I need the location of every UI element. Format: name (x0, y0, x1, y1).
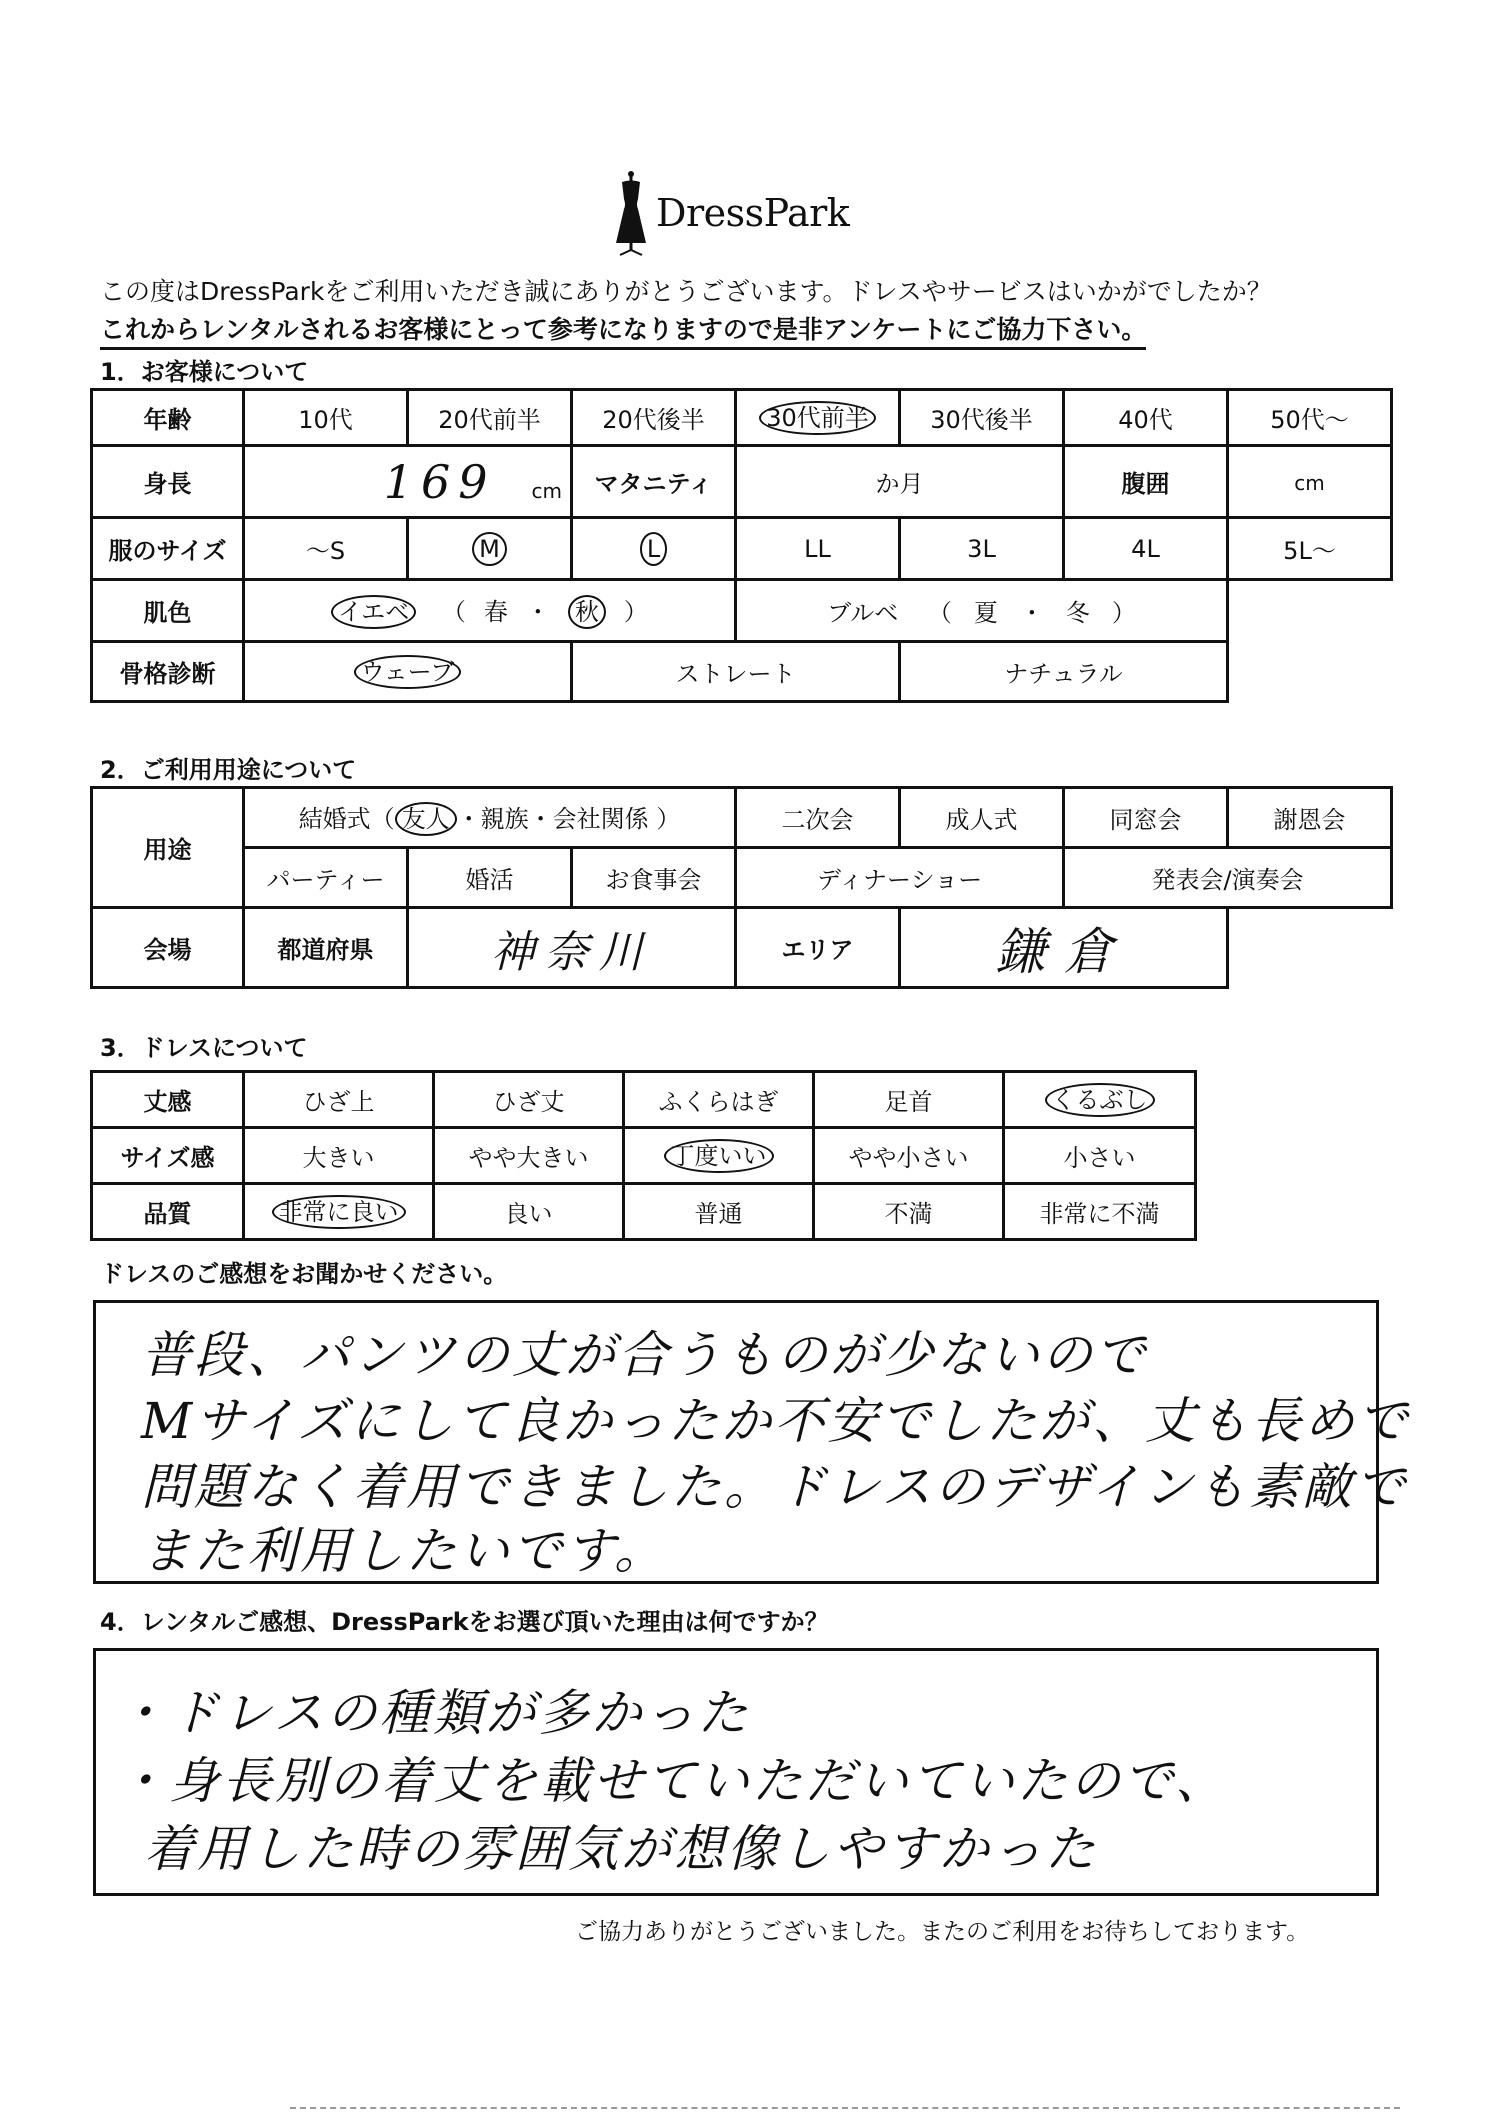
yellow-base-option[interactable]: イエベ （ 春 ・ 秋 ） (244, 580, 736, 642)
fit-option[interactable]: 小さい (1004, 1128, 1196, 1184)
brand-logo (612, 168, 849, 258)
prefecture-value: 神奈川 (490, 926, 653, 978)
winter-option[interactable]: 冬 (1065, 599, 1090, 627)
impressions-prompt: ドレスのご感想をお聞かせください。 (100, 1260, 508, 1288)
prefecture-label: 都道府県 (244, 908, 408, 988)
intro-line-1: この度はDressParkをご利用いただき誠にありがとうございます。ドレスやサービスはいかがでしたか？ (100, 277, 1272, 306)
height-field[interactable] (244, 446, 572, 518)
waist-field[interactable] (1228, 446, 1392, 518)
age-option-selected[interactable] (736, 390, 900, 446)
size-label: 服のサイズ (92, 518, 244, 580)
length-option[interactable]: 足首 (814, 1072, 1004, 1128)
size-option-selected[interactable] (408, 518, 572, 580)
purpose-row-1 (92, 788, 1392, 848)
height-value: 169 (383, 454, 496, 509)
selection-circle: 丁度いい (664, 1139, 774, 1173)
dress-form-icon (612, 169, 650, 257)
age-row (92, 390, 1392, 446)
fit-option[interactable]: 大きい (244, 1128, 434, 1184)
impressions-box[interactable] (93, 1300, 1411, 1584)
divider (290, 2107, 1400, 2109)
selection-circle: くるぶし (1045, 1083, 1155, 1117)
area-value: 鎌倉 (995, 922, 1132, 981)
fit-option[interactable]: やや小さい (814, 1128, 1004, 1184)
selection-circle: 秋 (568, 595, 606, 629)
handwritten-line: 問題なく着用できました。ドレスのデザインも素敵で (141, 1458, 1408, 1516)
venue-row (92, 908, 1392, 988)
purpose-option[interactable]: 婚活 (408, 848, 572, 908)
maternity-unit: か月 (875, 470, 924, 498)
intro-line-2: これからレンタルされるお客様にとって参考になりますので是非アンケートにご協力下さい。 (100, 310, 1146, 350)
quality-label: 品質 (92, 1184, 244, 1240)
fit-option[interactable]: やや大きい (434, 1128, 624, 1184)
age-option[interactable]: 30代後半 (900, 390, 1064, 446)
quality-option[interactable]: 不満 (814, 1184, 1004, 1240)
quality-option[interactable]: 良い (434, 1184, 624, 1240)
blue-base-option[interactable]: ブルベ （ 夏 ・ 冬 ） (736, 580, 1228, 642)
waist-label: 腹囲 (1064, 446, 1228, 518)
prefecture-field[interactable] (408, 908, 736, 988)
maternity-field[interactable] (736, 446, 1064, 518)
handwritten-line: 普段、パンツの丈が合うものが少ないので (141, 1326, 1148, 1384)
summer-option[interactable]: 夏 (973, 599, 998, 627)
section2-title: 2．ご利用用途について (100, 756, 357, 784)
handwritten-line: Mサイズにして良かったか不安でしたが、丈も長めで (141, 1392, 1411, 1450)
purpose-option[interactable]: ディナーショー (736, 848, 1064, 908)
age-option[interactable]: 20代前半 (408, 390, 572, 446)
height-label: 身長 (92, 446, 244, 518)
section1-title: 1．お客様について (100, 358, 309, 386)
purpose-label: 用途 (92, 788, 244, 908)
brand-name: DressPark (656, 191, 850, 235)
venue-label: 会場 (92, 908, 244, 988)
closing-message: ご協力ありがとうございました。またのご利用をお待ちしております。 (575, 1919, 1310, 1945)
size-option[interactable]: 5L～ (1228, 518, 1392, 580)
waist-unit: cm (1294, 470, 1325, 495)
section4-title: 4．レンタルご感想、DressParkをお選び頂いた理由は何ですか？ (100, 1608, 829, 1636)
frame-row (92, 642, 1392, 702)
age-option[interactable]: 40代 (1064, 390, 1228, 446)
section3-title: 3．ドレスについて (100, 1034, 308, 1062)
selection-circle: 非常に良い (272, 1195, 406, 1229)
purpose-option[interactable]: 二次会 (736, 788, 900, 848)
selection-circle: 30代前半 (759, 401, 876, 435)
purpose-table (90, 786, 1393, 989)
reasons-box[interactable] (93, 1648, 1379, 1896)
frame-option[interactable]: ストレート (572, 642, 900, 702)
age-option[interactable]: 20代後半 (572, 390, 736, 446)
quality-row (92, 1184, 1196, 1240)
purpose-option[interactable]: 同窓会 (1064, 788, 1228, 848)
fit-option-selected[interactable] (624, 1128, 814, 1184)
height-row (92, 446, 1392, 518)
selection-circle: イエベ (331, 595, 416, 629)
empty-cell (1228, 580, 1392, 642)
skin-label: 肌色 (92, 580, 244, 642)
size-row (92, 518, 1392, 580)
selection-circle: ウェーブ (354, 655, 462, 689)
purpose-row-2 (92, 848, 1392, 908)
handwritten-line: ・ドレスの種類が多かった (116, 1684, 751, 1742)
purpose-option[interactable]: お食事会 (572, 848, 736, 908)
size-option[interactable]: ～S (244, 518, 408, 580)
purpose-option[interactable]: 成人式 (900, 788, 1064, 848)
handwritten-line: また利用したいです。 (141, 1522, 667, 1580)
size-option-selected[interactable] (572, 518, 736, 580)
length-label: 丈感 (92, 1072, 244, 1128)
purpose-option[interactable]: 発表会/演奏会 (1064, 848, 1392, 908)
empty-cell (1228, 908, 1392, 988)
length-option[interactable]: ひざ上 (244, 1072, 434, 1128)
age-option[interactable]: 10代 (244, 390, 408, 446)
frame-option[interactable]: ナチュラル (900, 642, 1228, 702)
fit-row (92, 1128, 1196, 1184)
handwritten-line: 着用した時の雰囲気が想像しやすかった (144, 1820, 1098, 1878)
length-option[interactable]: ふくらはぎ (624, 1072, 814, 1128)
length-option-selected[interactable] (1004, 1072, 1196, 1128)
quality-option[interactable]: 非常に不満 (1004, 1184, 1196, 1240)
age-label: 年齢 (92, 390, 244, 446)
size-option[interactable]: 3L (900, 518, 1064, 580)
area-label: エリア (736, 908, 900, 988)
purpose-option[interactable]: パーティー (244, 848, 408, 908)
selection-circle: M (472, 532, 507, 566)
fit-label: サイズ感 (92, 1128, 244, 1184)
height-unit: cm (531, 478, 562, 503)
spring-option[interactable]: 春 (483, 598, 508, 626)
quality-option-selected[interactable] (244, 1184, 434, 1240)
quality-option[interactable]: 普通 (624, 1184, 814, 1240)
size-option[interactable]: LL (736, 518, 900, 580)
size-option[interactable]: 4L (1064, 518, 1228, 580)
area-field[interactable] (900, 908, 1228, 988)
dress-table (90, 1070, 1197, 1241)
frame-option-selected[interactable] (244, 642, 572, 702)
length-row (92, 1072, 1196, 1128)
wedding-rest: ・親族・会社関係 ） (456, 805, 681, 833)
selection-circle: 友人 (395, 802, 457, 836)
maternity-label: マタニティ (572, 446, 736, 518)
empty-cell (1228, 642, 1392, 702)
handwritten-line: ・身長別の着丈を載せていただいていたので、 (116, 1752, 1228, 1810)
age-option[interactable]: 50代～ (1228, 390, 1392, 446)
selection-circle: L (640, 532, 667, 566)
blue-base-label: ブルベ (827, 599, 899, 627)
length-option[interactable]: ひざ丈 (434, 1072, 624, 1128)
customer-table (90, 388, 1393, 703)
purpose-option[interactable]: 謝恩会 (1228, 788, 1392, 848)
frame-label: 骨格診断 (92, 642, 244, 702)
wedding-option[interactable] (244, 788, 736, 848)
wedding-prefix: 結婚式（ (298, 805, 395, 833)
skin-row (92, 580, 1392, 642)
